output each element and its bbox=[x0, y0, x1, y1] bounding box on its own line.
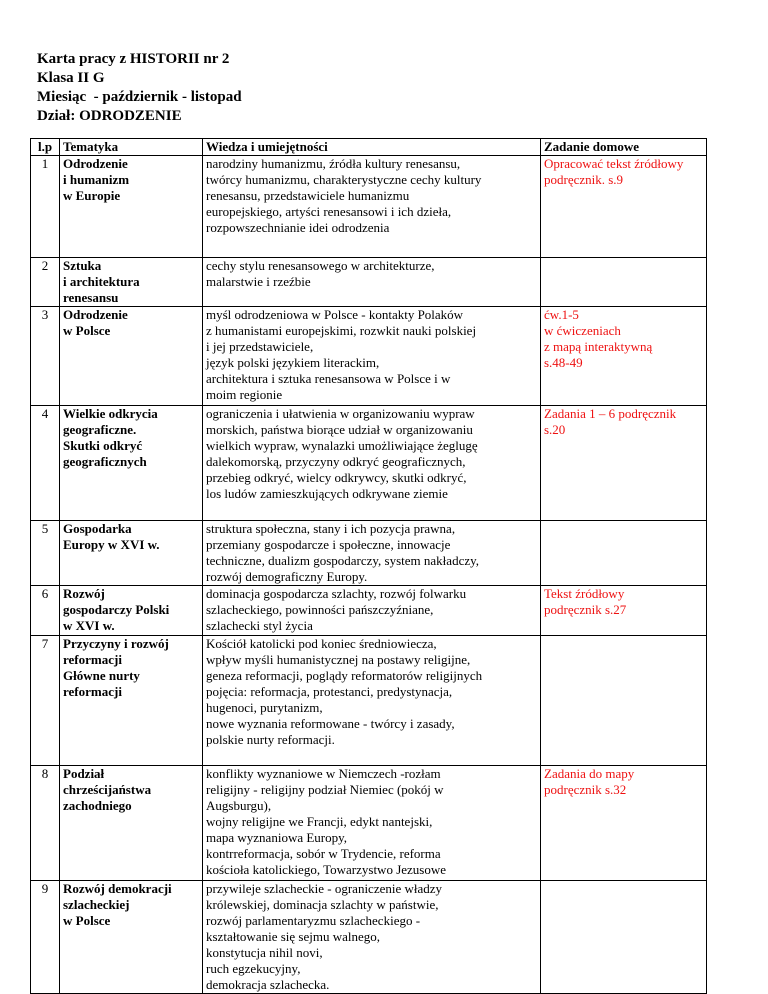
row-knowledge: struktura społeczna, stany i ich pozycja prawna, przemiany gospodarcze i społeczne, innowacje techniczne, dualizm gospodarczy, system nakładczy, rozwój demograficzny Europy. bbox=[203, 521, 541, 586]
row-number: 3 bbox=[31, 307, 60, 406]
row-number: 6 bbox=[31, 586, 60, 636]
row-knowledge: myśl odrodzeniowa w Polsce - kontakty Polaków z humanistami europejskimi, rozwkit nauki polskiej i jej przedstawiciele, język polski językiem literackim, architektura i sztuka renesansowa w Polsce i w moim regionie bbox=[203, 307, 541, 406]
row-homework: ćw.1-5 w ćwiczeniach z mapą interaktywną s.48-49 bbox=[541, 307, 707, 406]
row-topic: Gospodarka Europy w XVI w. bbox=[60, 521, 203, 586]
row-knowledge: narodziny humanizmu, źródła kultury renesansu, twórcy humanizmu, charakterystyczne cechy kultury renesansu, przedstawiciele humanizmu europejskiego, artyści renesansowi i ich dzieła, rozpowszechnianie idei odrodzenia bbox=[203, 156, 541, 258]
row-topic: Odrodzenie i humanizm w Europie bbox=[60, 156, 203, 258]
row-homework: Zadania do mapy podręcznik s.32 bbox=[541, 766, 707, 881]
worksheet-title: Karta pracy z HISTORII nr 2 bbox=[37, 51, 230, 67]
column-header-lp: l.p bbox=[31, 139, 60, 156]
table-row bbox=[31, 156, 707, 258]
table-row bbox=[31, 586, 707, 636]
class-label: Klasa II G bbox=[37, 70, 105, 86]
row-knowledge: przywileje szlacheckie - ograniczenie władzy królewskiej, dominacja szlachty w państwie, rozwój parlamentaryzmu szlacheckiego - kształtowanie się sejmu walnego, konstytucja nihil novi, ruch egzekucyjny, demokracja szlachecka. bbox=[203, 881, 541, 994]
row-homework: Opracować tekst źródłowy podręcznik. s.9 bbox=[541, 156, 707, 258]
row-topic: Odrodzenie w Polsce bbox=[60, 307, 203, 406]
month-label: Miesiąc - październik - listopad bbox=[37, 89, 242, 105]
table-row bbox=[31, 521, 707, 586]
section-label: Dział: ODRODZENIE bbox=[37, 108, 182, 124]
row-number: 4 bbox=[31, 406, 60, 521]
row-knowledge: cechy stylu renesansowego w architekturze, malarstwie i rzeźbie bbox=[203, 258, 541, 307]
row-homework bbox=[541, 258, 707, 307]
column-header-topic: Tematyka bbox=[60, 139, 203, 156]
row-homework: Tekst źródłowy podręcznik s.27 bbox=[541, 586, 707, 636]
row-homework bbox=[541, 881, 707, 994]
row-number: 5 bbox=[31, 521, 60, 586]
table-body bbox=[31, 156, 707, 994]
row-number: 7 bbox=[31, 636, 60, 766]
row-topic: Podział chrześcijaństwa zachodniego bbox=[60, 766, 203, 881]
row-number: 9 bbox=[31, 881, 60, 994]
row-knowledge: dominacja gospodarcza szlachty, rozwój folwarku szlacheckiego, powinności pańszczyźniane, szlachecki styl życia bbox=[203, 586, 541, 636]
row-number: 8 bbox=[31, 766, 60, 881]
table-row bbox=[31, 258, 707, 307]
row-topic: Rozwój demokracji szlacheckiej w Polsce bbox=[60, 881, 203, 994]
row-knowledge: konflikty wyznaniowe w Niemczech -rozłam religijny - religijny podział Niemiec (pokój w Augsburgu), wojny religijne we Francji, edykt nantejski, mapa wyznaniowa Europy, kontrreformacja, sobór w Trydencie, reforma kościoła katolickiego, Towarzystwo Jezusowe bbox=[203, 766, 541, 881]
row-number: 1 bbox=[31, 156, 60, 258]
table-row bbox=[31, 766, 707, 881]
row-knowledge: ograniczenia i ułatwienia w organizowaniu wypraw morskich, państwa biorące udział w organizowaniu wielkich wypraw, wynalazki umożliwiające żeglugę dalekomorską, przyczyny odkryć geograficznych, przebieg odkryć, wielcy odkrywcy, skutki odkryć, los ludów zamieszkujących odkrywane ziemie bbox=[203, 406, 541, 521]
column-header-homework: Zadanie domowe bbox=[541, 139, 707, 156]
row-topic: Rozwój gospodarczy Polski w XVI w. bbox=[60, 586, 203, 636]
table-row bbox=[31, 406, 707, 521]
table-row bbox=[31, 636, 707, 766]
table-row bbox=[31, 307, 707, 406]
row-knowledge: Kościół katolicki pod koniec średniowiecza, wpływ myśli humanistycznej na postawy religijne, geneza reformacji, poglądy reformatorów religijnych pojęcia: reformacja, protestanci, predystynacja, hugenoci, purytanizm, nowe wyznania reformowane - twórcy i zasady, polskie nurty reformacji. bbox=[203, 636, 541, 766]
lesson-plan-table bbox=[30, 138, 707, 994]
row-homework bbox=[541, 521, 707, 586]
row-topic: Przyczyny i rozwój reformacji Główne nurty reformacji bbox=[60, 636, 203, 766]
table-row bbox=[31, 881, 707, 994]
document-header bbox=[37, 50, 242, 126]
row-topic: Wielkie odkrycia geograficzne. Skutki odkryć geograficznych bbox=[60, 406, 203, 521]
row-homework bbox=[541, 636, 707, 766]
row-topic: Sztuka i architektura renesansu bbox=[60, 258, 203, 307]
table-header-row bbox=[31, 139, 707, 156]
row-homework: Zadania 1 – 6 podręcznik s.20 bbox=[541, 406, 707, 521]
row-number: 2 bbox=[31, 258, 60, 307]
column-header-knowledge: Wiedza i umiejętności bbox=[203, 139, 541, 156]
